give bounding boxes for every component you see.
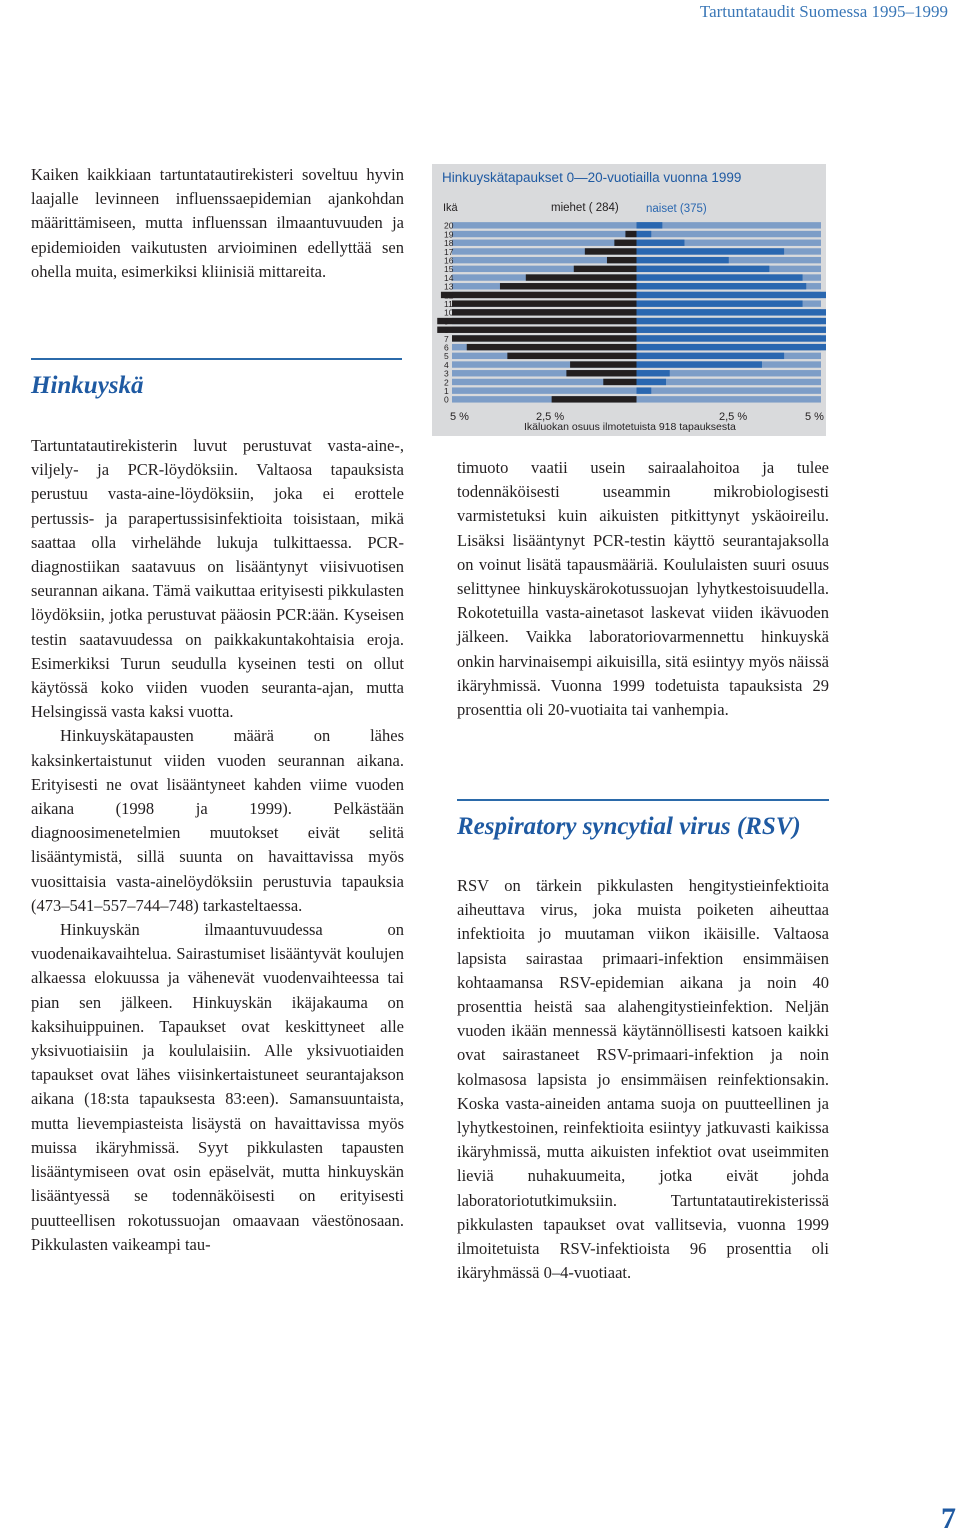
age-tick-label: 9 (444, 316, 449, 327)
x-tick-label: 5 % (805, 411, 824, 423)
bar-females-age-2 (637, 379, 667, 385)
bar-males-age-6 (467, 344, 637, 350)
age-tick-label: 20 (444, 220, 454, 231)
running-head: Tartuntataudit Suomessa 1995–1999 (699, 2, 948, 21)
legend-males: miehet ( 284) (551, 202, 619, 214)
bar-females-age-12 (637, 292, 827, 298)
bar-females-age-5 (637, 353, 785, 359)
bar-males-age-14 (526, 274, 637, 280)
bar-females-age-1 (637, 387, 652, 393)
bar-females-age-15 (637, 266, 770, 272)
bar-males-age-9 (437, 316, 636, 327)
bar-females-age-4 (637, 361, 762, 367)
bar-females-age-6 (637, 344, 827, 350)
section-title-hinkuyska: Hinkuyskä (31, 372, 144, 399)
bar-males-age-8 (437, 325, 636, 336)
bar-males-age-13 (500, 283, 637, 289)
age-tick-label: 14 (444, 272, 454, 283)
age-tick-label: 11 (444, 299, 453, 309)
bar-females-age-14 (637, 274, 803, 280)
bar-females-age-13 (637, 283, 807, 289)
x-tick-label: 2,5 % (536, 411, 565, 423)
paragraph: timuoto vaatii usein sairaalahoitoa ja tulee todennäköisesti useammin mikrobiologisesti varmistetuksi kuin aikuisten pitkittynyt yskäoireilu. Lisäksi lisääntynyt PCR-testin käyttö seurantajaksolla on voinut lisätä tapausmääriä. Koululaisten suuri osuus selittynee hinkuyskärokotussuojan lyhytkestoisuudella. Rokotetuilla vasta-ainetasot laskevat viiden ikävuoden jälkeen. Vaikka laboratoriovarmennettu hinkuyskä onkin harvinaisempi aikuisilla, sitä esiintyy myös näissä ikäryhmissä. Vuonna 1999 todetuista tapauksista 29 prosenttia oli 20-vuotiaita tai vanhempia. (457, 458, 829, 720)
paragraph: RSV on tärkein pikkulasten hengitystieinfektioita aiheuttava virus, joka muista poiketen aiheuttaa infektioita jo muutaman viikon ikäisille. Valtaosa lapsista sairastaa primaari-infektion ensimmäisen kohtaamansa RSV-epidemian aikana ja noin 40 prosenttia heistä saa alahengitystieinfektion. Neljän vuoden ikään mennessä käytännöllisesti katsoen kaikki ovat sairastaneet RSV-primaari-infektion ja noin kolmasosa lapsista jo ensimmäisen reinfektionsakin. Koska vasta-aineiden antama suoja on puutteellinen ja lyhytkestoinen, reinfektioita esiintyy jatkuvasti kaikissa ikäryhmissä, mutta aikuisten infektiot ovat useimmiten lieviä nuhakuumeita, jotka eivät johda laboratoriotutkimuksiin. Tartuntatautirekisterissä pikkulasten tapaukset ovat vallitsevia, vuonna 1999 ilmoitetuista RSV-infektioista 96 prosenttia oli ikäryhmässä 0–4-vuotiaat. (457, 876, 829, 1283)
bar-females-age-19 (637, 231, 652, 237)
paragraph: Tartuntatautirekisterin luvut perustuvat vasta-aine-, viljely- ja PCR-löydöksiin. Valtaosa tapauksista perustuu vasta-aine-löydöksiin, joka ei erottele pertussis- ja parapertussisinfektioita toisistaan, mikä saattaa olla virhelähde lukuja tulkittaessa. PCR-diagnostiikan saatavuus on lisääntynyt viisivuotisen seurannan aikana. Tämä vaikuttaa erityisesti pikkulasten löydöksiin, jotka perustuvat pääosin PCR:ään. Kyseisen testin saatavuudessa on paikkakuntakohtaisia eroja. Esimerkiksi Turun seudulla kyseinen testi on ollut käytössä koko viiden vuoden seuranta-ajan, mutta Helsingissä vasta kaksi vuotta. (31, 436, 404, 722)
age-tick-label: 16 (444, 255, 454, 266)
bar-males-age-12 (441, 290, 637, 301)
age-tick-label: 15 (444, 264, 454, 275)
bar-males-age-15 (574, 266, 637, 272)
bar-males-age-7 (452, 335, 637, 341)
bar-males-age-5 (507, 353, 636, 359)
intro-paragraph (31, 163, 404, 284)
bar-females-age-9 (637, 318, 827, 324)
section-rule-rsv (457, 799, 829, 801)
bar-females-age-10 (637, 309, 827, 315)
age-tick-label: 0 (444, 394, 449, 405)
intro-text: Kaiken kaikkiaan tartuntatautirekisteri soveltuu hyvin laajalle levinneen influenssaepidemian ajankohdan määrittämiseen, mutta influenssan ilmaantuvuuden ja epidemioiden vaikutusten arvioiminen edellyttää sen ohella muita, esimerkiksi kliinisiä mittareita. (31, 165, 404, 281)
bar-females-age-17 (637, 248, 785, 254)
age-tick-label: 6 (444, 342, 449, 353)
age-pyramid-chart (432, 164, 826, 436)
bar-males-age-19 (625, 231, 636, 237)
page-number: 7 (941, 1502, 956, 1535)
age-tick-label: 18 (444, 238, 454, 249)
chart-plot (432, 164, 826, 436)
age-tick-label: 7 (444, 333, 449, 344)
bar-males-age-11 (452, 300, 637, 306)
section-rule-hinkuyska (31, 358, 402, 360)
age-tick-label: 2 (444, 377, 449, 388)
bar-females-age-8 (637, 327, 827, 333)
age-tick-label: 17 (444, 246, 454, 257)
paragraph: Hinkuyskän ilmaantuvuudessa on vuodenaikavaihtelua. Sairastumiset lisääntyvät koulujen alkaessa elokuussa ja vähenevät vuodenvaihteessa tai pian sen jälkeen. Hinkuyskän ikäjakauma on kaksihuippuinen. Tapaukset ovat keskittyneet alle yksivuotiaisiin ja koululaisiin. Alle yksivuotiaiden tapaukset ovat lähes viisinkertaistuneet seurantajakson aikana (18:sta tapauksesta 83:een). Samansuuntaista, mutta lievempiasteista lisäystä on havaittavissa myös muissa ikäryhmissä. Syyt pikkulasten tapausten lisääntymiseen ovat osin epäselvät, mutta hinkuyskän lisääntyessä se todennäköisesti on erityisesti puutteellisen rokotussuojan omaavaan väestönosaan. Pikkulasten vaikeampi tau- (31, 920, 404, 1254)
bar-males-age-2 (603, 379, 636, 385)
section-title-rsv: Respiratory syncytial virus (RSV) (457, 813, 801, 840)
age-tick-label: 10 (444, 307, 454, 318)
age-tick-label: 12 (444, 290, 454, 301)
bar-females-age-16 (637, 257, 729, 263)
x-tick-label: 2,5 % (719, 411, 748, 423)
bar-males-age-10 (452, 309, 637, 315)
bar-females-age-7 (637, 335, 827, 341)
legend-females: naiset (375) (646, 203, 707, 215)
bar-males-age-17 (585, 248, 637, 254)
bar-males-age-3 (566, 370, 636, 376)
age-tick-label: 19 (444, 229, 454, 240)
x-tick-label: 5 % (450, 411, 469, 423)
bar-males-age-16 (607, 257, 637, 263)
hinkuyska-continuation (457, 456, 829, 722)
bar-females-age-3 (637, 370, 670, 376)
age-tick-label: 13 (444, 281, 454, 292)
age-tick-label: 8 (444, 325, 449, 336)
bar-males-age-18 (614, 240, 636, 246)
bar-females-age-20 (637, 222, 663, 228)
rsv-body (457, 874, 829, 1285)
age-axis-label: Ikä (443, 202, 458, 214)
age-tick-label: 1 (444, 386, 449, 396)
chart-title: Hinkuyskätapaukset 0—20-vuotiailla vuonna 1999 (442, 170, 742, 185)
x-axis-title: Ikäluokan osuus ilmotetuista 918 tapauksesta (524, 421, 736, 433)
bar-females-age-18 (637, 240, 685, 246)
paragraph: Hinkuyskätapausten määrä on lähes kaksinkertaistunut viiden vuoden seurannan aikana. Erityisesti ne ovat lisääntyneet kahden viime vuoden aikana (1998 ja 1999). Pelkästään diagnoosimenetelmien muutokset eivät selitä lisääntymistä, sillä suunta on havaittavissa myös vuosittaisia vasta-ainelöydöksiin perustuvia tapauksia (473–541–557–744–748) tarkasteltaessa. (31, 726, 404, 915)
bar-males-age-0 (552, 396, 637, 402)
bar-females-age-11 (637, 300, 803, 306)
age-tick-label: 3 (444, 368, 449, 379)
hinkuyska-body (31, 434, 404, 1257)
bar-males-age-4 (570, 361, 636, 367)
age-tick-label: 4 (444, 359, 449, 370)
age-tick-label: 5 (444, 351, 449, 362)
